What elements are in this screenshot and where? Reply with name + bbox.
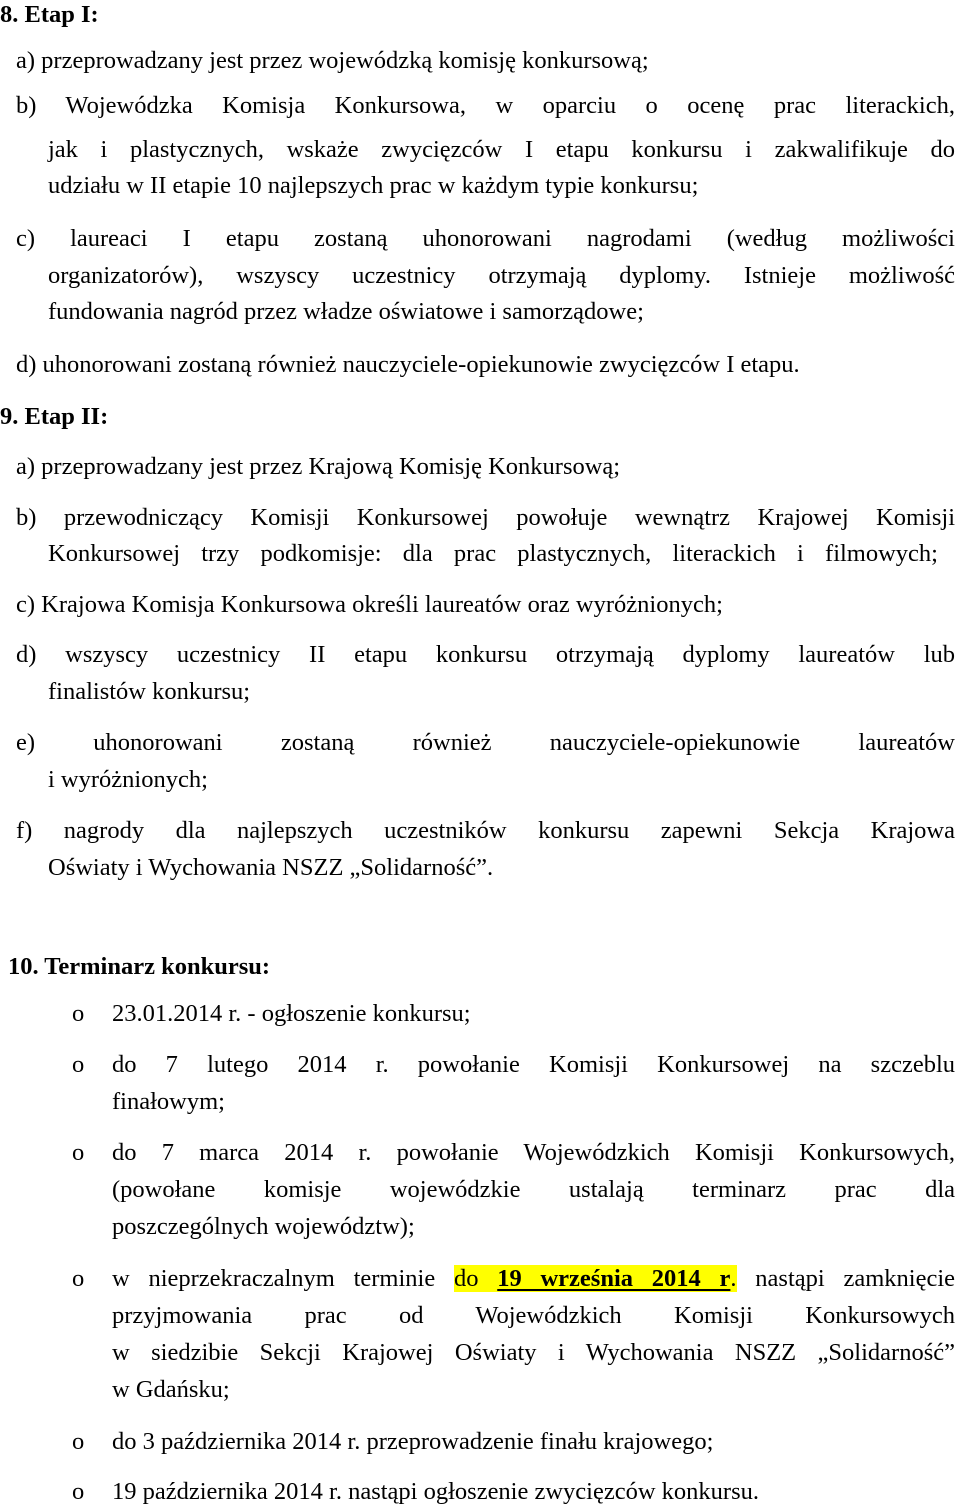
schedule-item-2-line2: finałowym; [112,1088,225,1115]
section-9-item-f-line2: Oświaty i Wychowania NSZZ „Solidarność”. [48,854,494,881]
bullet-1: o [72,1000,85,1027]
schedule-item-2-line1: do 7 lutego 2014 r. powołanie Komisji Konkursowej na szczeblu [112,1051,955,1078]
section-9-item-d-line1: d) wszyscy uczestnicy II etapu konkursu otrzymają dyplomy laureatów lub [16,641,955,668]
schedule-item-1: 23.01.2014 r. - ogłoszenie konkursu; [112,1000,471,1027]
schedule-item-3-line2: (powołane komisje wojewódzkie ustalają terminarz prac dla [112,1176,955,1203]
section-9-item-e-line1: e) uhonorowani zostaną również nauczyciele-opiekunowie laureatów [16,729,955,756]
schedule-item-4-line2: przyjmowania prac od Wojewódzkich Komisji Konkursowych [112,1302,955,1329]
schedule-item-4-text-post: nastąpi zamknięcie [736,1265,955,1292]
section-9-item-b-line2: Konkursowej trzy podkomisje: dla prac plastycznych, literackich i filmowych; [48,540,938,567]
section-9-item-c: c) Krajowa Komisja Konkursowa określi laureatów oraz wyróżnionych; [16,591,723,618]
schedule-item-3-line1: do 7 marca 2014 r. powołanie Wojewódzkich Komisji Konkursowych, [112,1139,955,1166]
bullet-6: o [72,1478,85,1505]
section-8-heading: 8. Etap I: [0,1,99,28]
section-10-heading: 10. Terminarz konkursu: [8,953,271,980]
schedule-item-4-line1 [112,1264,955,1294]
schedule-item-6: 19 października 2014 r. nastąpi ogłoszenie zwycięzców konkursu. [112,1478,760,1505]
section-9-item-f-line1: f) nagrody dla najlepszych uczestników konkursu zapewni Sekcja Krajowa [16,817,955,844]
section-8-item-b-line1: b) Wojewódzka Komisja Konkursowa, w oparciu o ocenę prac literackich, [16,92,955,119]
section-9-heading: 9. Etap II: [0,403,109,430]
deadline-period: . [730,1265,737,1292]
section-8-item-b-line2: jak i plastycznych, wskaże zwycięzców I etapu konkursu i zakwalifikuje do [48,136,955,163]
bullet-5: o [72,1428,85,1455]
section-9-item-b-line1: b) przewodniczący Komisji Konkursowej powołuje wewnątrz Krajowej Komisji [16,504,955,531]
section-9-item-e-line2: i wyróżnionych; [48,766,208,793]
section-8-item-a: a) przeprowadzany jest przez wojewódzką komisję konkursową; [16,47,649,74]
bullet-2: o [72,1051,85,1078]
deadline-prefix: do [453,1265,498,1292]
schedule-item-4-text-pre: w nieprzekraczalnym terminie [112,1265,454,1292]
deadline-highlight [454,1265,737,1292]
section-8-item-c-line1: c) laureaci I etapu zostaną uhonorowani nagrodami (według możliwości [16,225,955,252]
section-8-item-c-line2: organizatorów), wszyscy uczestnicy otrzymają dyplomy. Istnieje możliwość [48,262,955,289]
section-9-item-a: a) przeprowadzany jest przez Krajową Komisję Konkursową; [16,453,621,480]
bullet-4: o [72,1265,85,1292]
section-8-item-b-line3: udziału w II etapie 10 najlepszych prac w każdym typie konkursu; [48,172,699,199]
schedule-item-5: do 3 października 2014 r. przeprowadzenie finału krajowego; [112,1428,714,1455]
deadline-date: 19 września 2014 r [497,1265,731,1292]
bullet-3: o [72,1139,85,1166]
section-9-item-d-line2: finalistów konkursu; [48,678,251,705]
section-8-item-d: d) uhonorowani zostaną również nauczyciele-opiekunowie zwycięzców I etapu. [16,351,800,378]
section-8-item-c-line3: fundowania nagród przez władze oświatowe i samorządowe; [48,298,644,325]
schedule-item-4-line3: w siedzibie Sekcji Krajowej Oświaty i Wychowania NSZZ „Solidarność” [112,1339,955,1366]
schedule-item-3-line3: poszczególnych województw); [112,1213,415,1240]
schedule-item-4-line4: w Gdańsku; [112,1376,230,1403]
